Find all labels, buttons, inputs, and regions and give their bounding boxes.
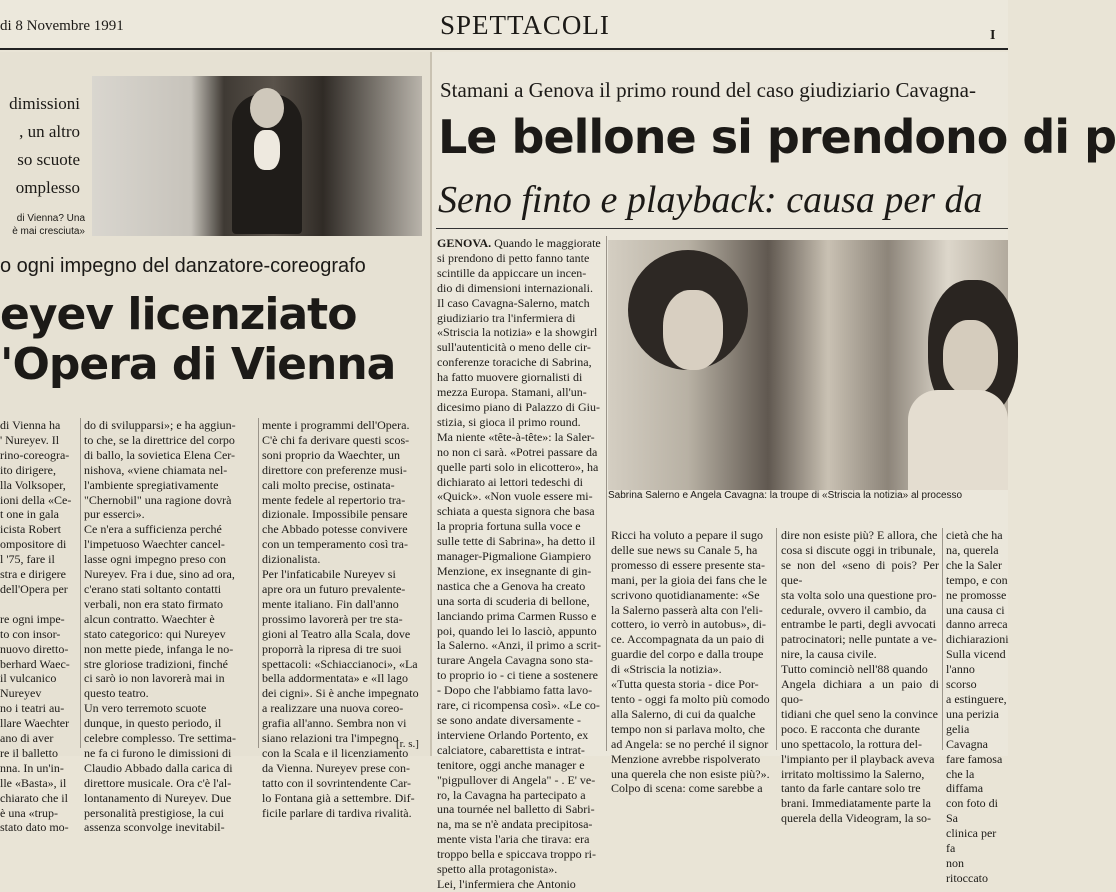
dateline-city: GENOVA. — [437, 236, 492, 250]
header-rule — [0, 48, 1008, 50]
column-divider — [776, 528, 777, 750]
woman-face-right — [943, 320, 998, 395]
column-divider — [606, 236, 607, 751]
woman-body-right — [908, 390, 1008, 490]
author-signature: [r. s.] — [396, 738, 419, 750]
left-headline-line2: 'Opera di Vienna — [0, 339, 396, 390]
right-column-4: cietà che ha na, querela che la Saler tempo, e con ne promosse una causa ci danno arreca dichiarazioni Sulla vicend l'anno scorso a estinguere, una perizia gelia Cavagna fare famosa che la diffama con foto di Sa clinica per fa non ritoccato — [946, 528, 1009, 885]
issue-date: di 8 Novembre 1991 — [0, 18, 124, 34]
woman-face-left — [663, 290, 723, 370]
left-kicker: o ogni impegno del danzatore-coreografo — [0, 255, 366, 277]
right-column-3: dire non esiste più? E allora, che cosa si discute oggi in tribunale, se non del «seno di pois? Per que- sta volta solo una questione pro- cedurale, ovvero il cambio, da entrambe le parti, degli avvocati patrocinatori; nelle puntate a ve- nire, la causa civile. Tutto cominciò nell'88 quando Angela dichiara a un paio di quo- tidiani che quel seno la convince poco. E racconta che durante uno spettacolo, la rottura del- l'impianto per il playback aveva irritato moltissimo la Salerno, tanto da farle cantare solo tre brani. Immediatamente parte la querela della Videogram, la so- — [781, 528, 939, 826]
right-column-2: Ricci ha voluto a pepare il sugo delle sue news su Canale 5, ha promesso di essere presente sta- mani, per la gioia dei fans che le scrivono quotidianamente: «Se la Salerno passerà alta con l'eli- cottero, io verrò in autobus», di- ce. Accompagnata da un paio di guardie del corpo e dalla troupe di «Striscia la notizia». «Tutta questa storia - dice Por- tento - oggi fa molto più comodo alla Salerno, di cui da qualche tempo non si parlava molto, che ad Angela: se no perché il signor Menzione avrebbe rispolverato una querela che non esiste più?». Colpo di scena: come sarebbe a — [611, 528, 770, 796]
page-letter: I — [990, 28, 996, 43]
dancer-ruffle — [254, 130, 280, 170]
right-column-1-text: Quando le maggiorate si prendono di petto fanno tante scintille da appiccare un incen- dio di dimensioni internazionali. Il caso Cavagna-Salerno, match giudiziario tra l'infermiera di «Striscia la notizia» e la showgirl sull'autenticità o meno delle cir- conferenze toraciche di Sabrina, ha fatto muovere giornalisti di mezza Europa. Stamani, all'un- dicesimo piano di Palazzo di Giu- stizia, si gioca il primo round. Ma niente «tête-à-tête»: la Saler- no non ci sarà. «Potrei passare da quelle parti solo in elicottero», ha dichiarato ai lettori tedeschi di «Quick». «Non vuole essere mi- schiata a questa signora che basa la propria fortuna sulla voce e sulle tette di Sabrina», ha detto il manager-Pigmalione Giampiero Menzione, ex insegnante di gin- nastica che a Genova ha creato una sorta di scuderia di bellone, lanciando prima Carmen Russo e poi, quando lei lo lasciò, appunto la Salerno. «Anzi, il primo a scrit- turare Angela Cavagna sono sta- to proprio io - ci tiene a sostenere - Dopo che l'abbiamo fatta lavo- rare, ci ricompensa così». «Le co- se sono andate diversamente - interviene Orlando Portento, ex calciatore, cabarettista e intrat- tenitore, oggi anche manager e "pigpullover di Angela" - . E' ve- ro, la Cavagna ha partecipato a una tournée nel balletto di Sabri- na, ma se n'è andata precipitosa- mente vista l'aria che tirava: era troppo bella e spiccava troppo ri- spetto alla protagonista». Lei, l'infermiera che Antonio — [437, 236, 601, 891]
nureyev-photo — [92, 76, 422, 236]
left-column-1: di Vienna ha ' Nureyev. Il rino-coreogra- ito dirigere, lla Volksoper, ioni della «Ce- t one in gala icista Robert ompositore di l '75, fare il stra e dirigere dell'Opera per re ogni impe- to con insor- nuovo diretto- berhard Waec- il vulcanico Nureyev no i teatri au- llare Waechter ano di aver re il balletto nna. In un'in- lle «Basta», il chiarato che il è una «trup- stato dato mo- — [0, 418, 72, 835]
right-headline: Le bellone si prendono di p — [438, 110, 1116, 164]
section-title: SPETTACOLI — [440, 10, 610, 40]
right-kicker: Stamani a Genova il primo round del caso giudiziario Cavagna- — [440, 78, 976, 102]
left-headline — [0, 290, 395, 390]
subhead-rule — [436, 228, 1008, 229]
right-subheadline: Seno finto e playback: causa per da — [438, 179, 983, 221]
dancer-face — [250, 88, 284, 128]
column-divider — [942, 528, 943, 750]
photo-caption-right: Sabrina Salerno e Angela Cavagna: la troupe di «Striscia la notizia» al processo — [608, 490, 963, 501]
left-headline-line1: eyev licenziato — [0, 289, 357, 340]
page-fold — [430, 52, 432, 756]
left-column-2: do di svilupparsi»; e ha aggiun- to che, se la direttrice del corpo di ballo, la sovietica Elena Cer- nishova, «viene chiamata nel- l'ambiente spregiativamente "Chernobil" una ragione dovrà pur esserci». Ce n'era a sufficienza perché l'impetuoso Waechter cancel- lasse ogni impegno preso con Nureyev. Fra i due, sino ad ora, c'erano stati soltanto contatti verbali, non era stato firmato alcun contratto. Waechter è stato categorico: qui Nureyev non mette piede, infanga le no- stre gloriose tradizioni, finché ci sarò io non lavorerà mai in questo teatro. Un vero terremoto scuote dunque, in questo periodo, il celebre complesso. Tre settima- ne fa ci furono le dimissioni di Claudio Abbado dalla carica di direttore musicale. Ora c'è l'al- lontanamento di Nureyev. Due personalità prestigiose, la cui assenza sconvolge inevitabil- — [84, 418, 236, 835]
right-column-1 — [437, 236, 603, 891]
column-divider — [258, 418, 259, 748]
column-divider — [80, 418, 81, 748]
left-column-3: mente i programmi dell'Opera. C'è chi fa derivare questi scos- soni proprio da Waechter, un direttore con preferenze musi- cali molto precise, ostinata- mente fedele al repertorio tra- dizionale. Impossibile pensare che Abbado potesse convivere con un temperamento così tra- dizionalista. Per l'infaticabile Nureyev si apre ora un futuro prevalente- mente italiano. Fin dall'anno prossimo lavorerà per tre sta- gioni al Teatro alla Scala, dove proporrà la ripresa di tre suoi spettacoli: «Schiaccianoci», «La bella addormentata» e «Il lago dei cigni». Si è anche impegnato a realizzare una nuova coreo- grafia all'anno. Sembra non vi siano relazioni tra l'impegno con la Scala e il licenziamento da Vienna. Nureyev prese con- tatto con il sovrintendente Car- lo Fontana già a settembre. Dif- ficile parlare di tardiva rivalità. — [262, 418, 419, 820]
cavagna-salerno-photo — [608, 240, 1008, 490]
previous-article-fragment: dimissioni , un altro so scuote omplesso — [9, 94, 80, 197]
photo-caption-left: di Vienna? Una è mai cresciuta» — [12, 213, 85, 237]
